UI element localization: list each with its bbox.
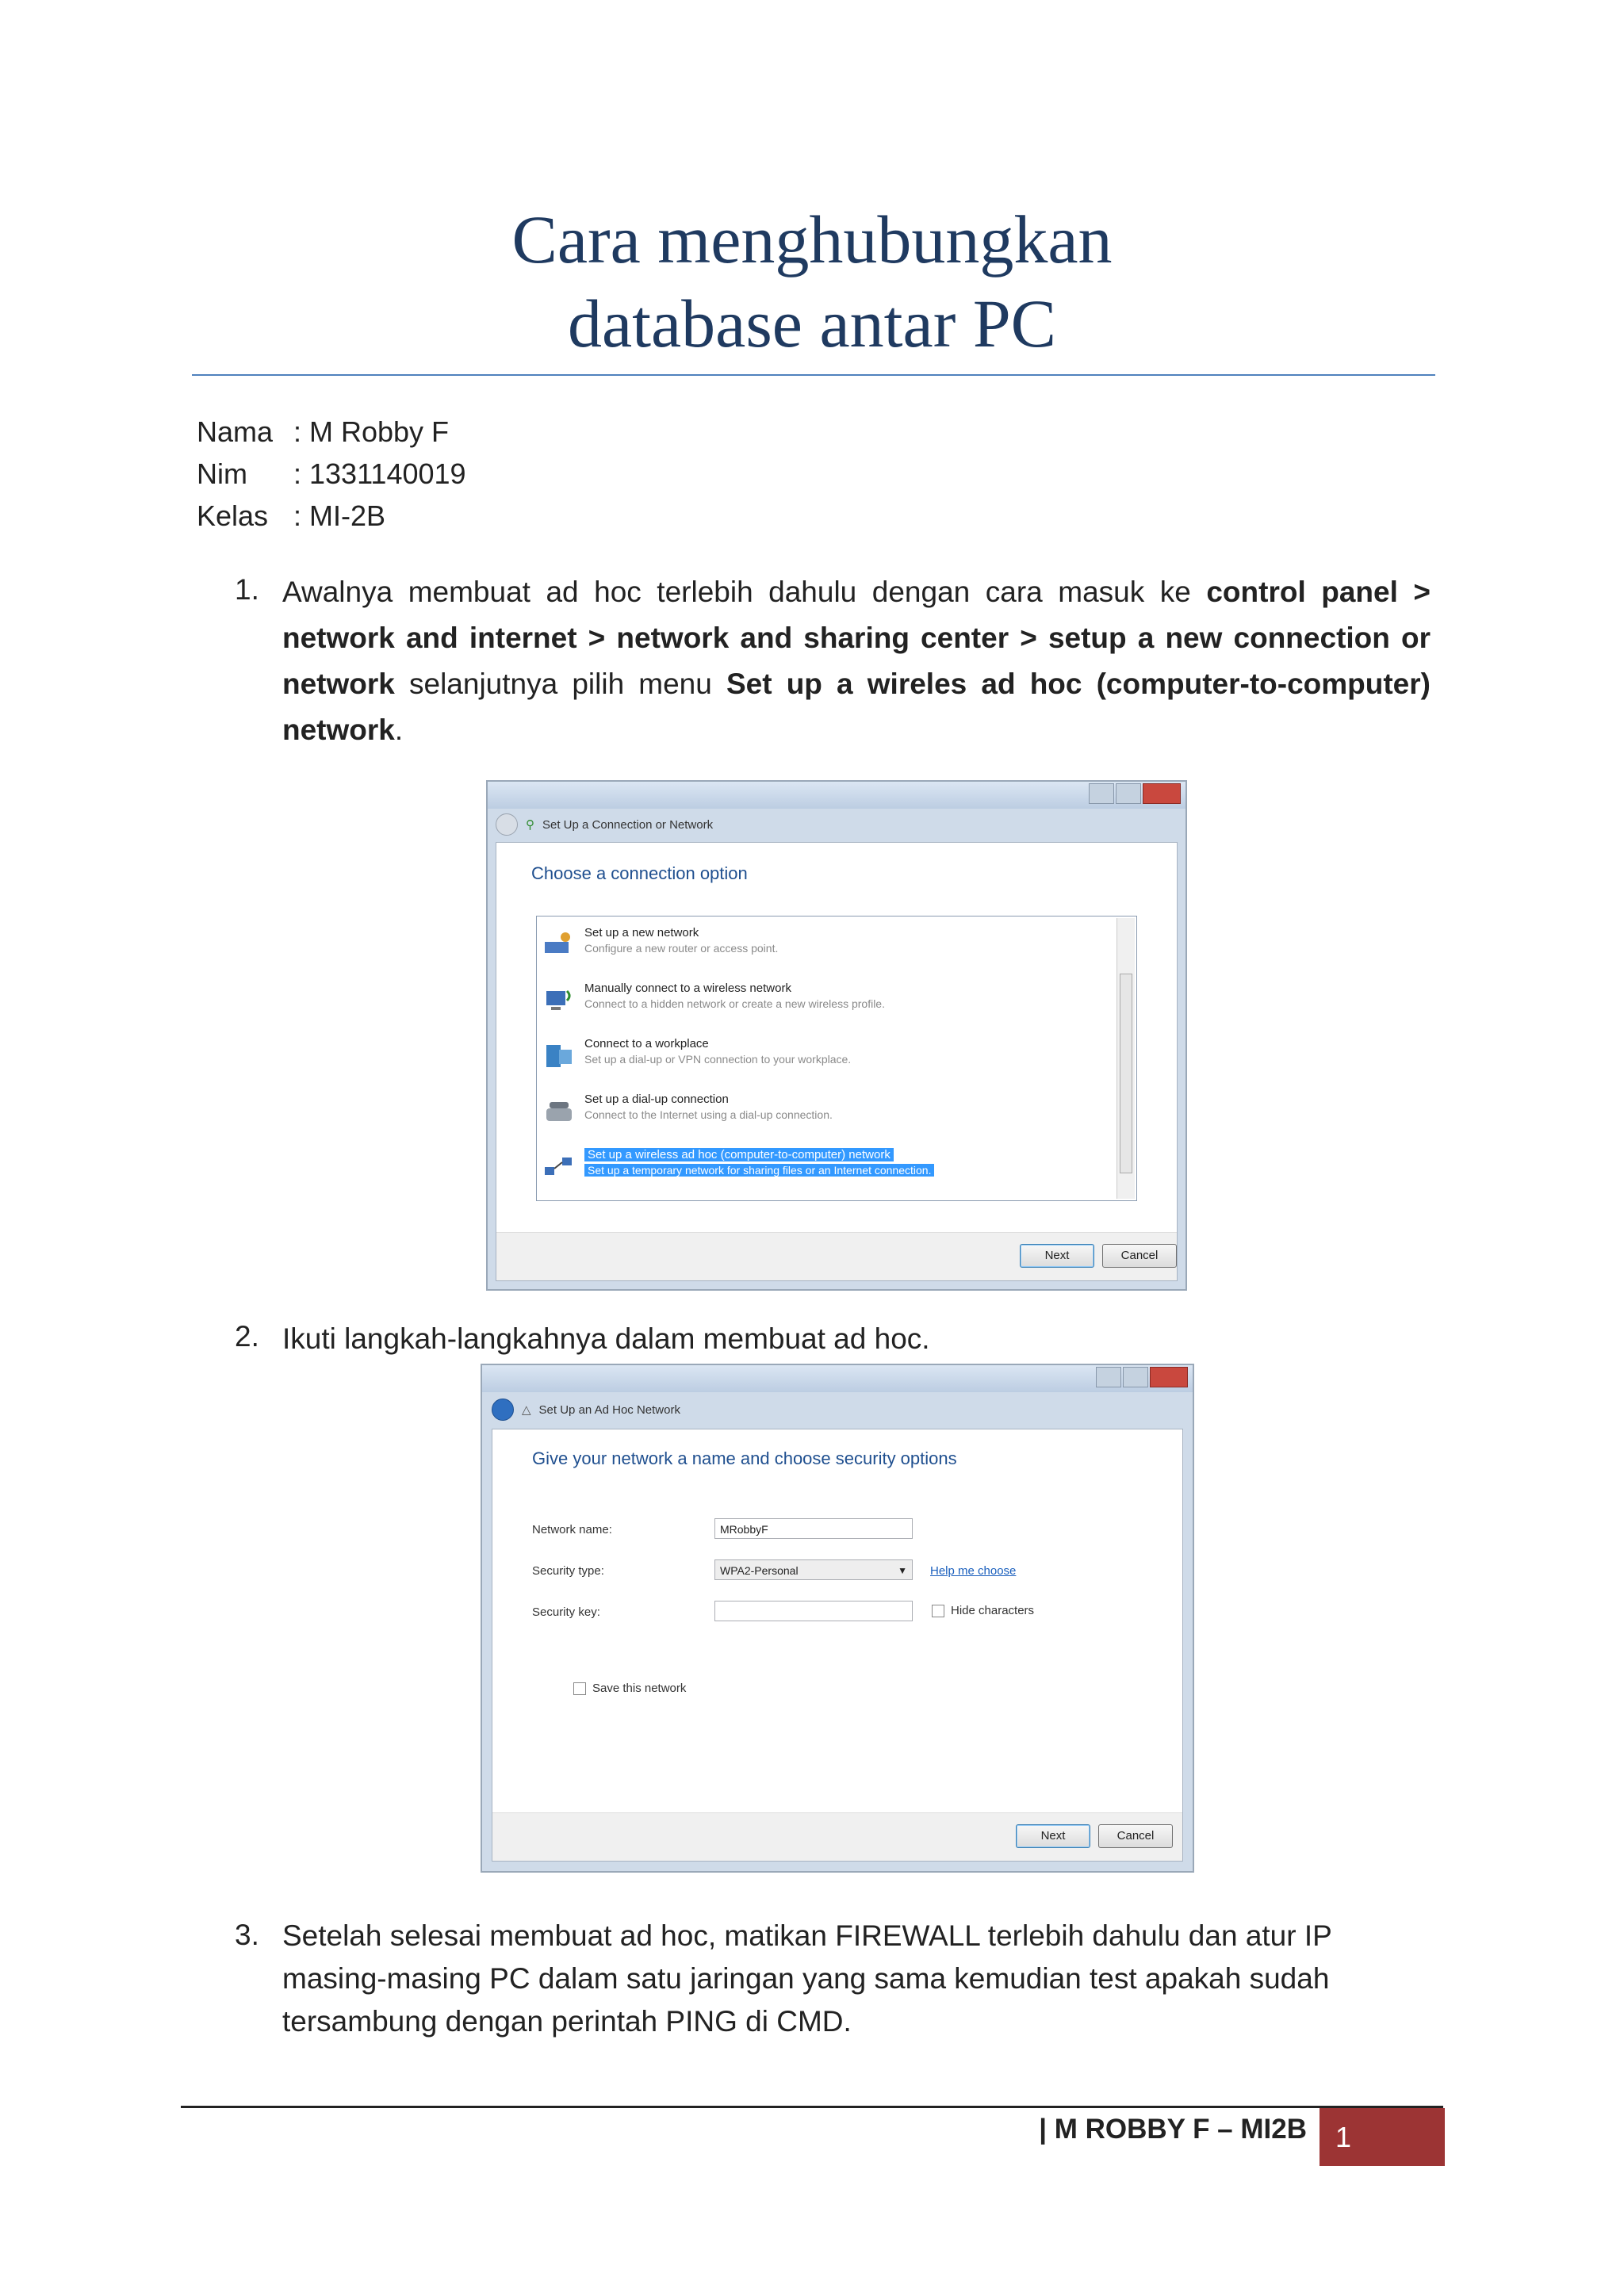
next-button[interactable]: Next [1016,1824,1090,1848]
footer-rule [181,2106,1443,2108]
wireless-computer-icon [543,986,575,1013]
adhoc-title-icon: △ [522,1403,531,1417]
info-kelas [197,499,385,533]
screenshot-adhoc-setup [481,1364,1194,1873]
info-label: Nama [197,415,274,448]
window-title: Set Up an Ad Hoc Network [538,1402,680,1417]
connection-option-list [536,916,1137,1201]
window-titlebar [488,782,1185,809]
help-me-choose-link[interactable]: Help me choose [930,1564,1017,1578]
page-number: 1 [1320,2108,1445,2166]
info-nim [197,457,466,491]
step-3-number: 3. [235,1919,259,1951]
step-2-number: 2. [235,1320,259,1353]
list-scrollbar[interactable] [1116,918,1135,1199]
network-name-input[interactable]: MRobbyF [714,1518,913,1539]
checkbox-box[interactable] [573,1682,586,1695]
document-title-line-2: database antar PC [567,285,1057,362]
security-key-input[interactable] [714,1601,913,1621]
router-icon [543,931,575,958]
window-footer [492,1812,1182,1861]
option-workplace[interactable]: Connect to a workplace Set up a dial-up or VPN connection to your workplace. [543,1032,1113,1078]
window-titlebar [482,1365,1193,1392]
hide-characters-checkbox[interactable]: Hide characters [932,1604,1034,1617]
info-value: : 1331140019 [293,457,466,490]
step-1-number: 1. [235,573,259,606]
maximize-button[interactable] [1116,783,1141,804]
window-heading: Give your network a name and choose security options [532,1448,957,1468]
option-adhoc[interactable]: Set up a wireless ad hoc (computer-to-computer) network Set up a temporary network for sharing files or an Internet connection. [543,1143,1113,1189]
checkbox-box[interactable] [932,1605,944,1617]
adhoc-network-icon [543,1153,575,1180]
minimize-button[interactable] [1096,1367,1121,1387]
cancel-button[interactable]: Cancel [1098,1824,1173,1848]
step-2-text: Ikuti langkah-langkahnya dalam membuat ad hoc. [282,1322,930,1355]
title-rule [192,374,1435,376]
footer-author: | M ROBBY F – MI2B [1039,2114,1307,2145]
back-arrow-icon[interactable] [496,813,518,836]
network-icon: ⚲ [526,818,534,832]
security-type-select[interactable]: WPA2-Personal ▼ [714,1559,913,1580]
option-manual-wireless[interactable]: Manually connect to a wireless network Connect to a hidden network or create a new wireless profile. [543,977,1113,1023]
chevron-down-icon: ▼ [898,1565,907,1576]
screenshot-connection-options [486,780,1187,1291]
document-title-line-1: Cara menghubungkan [511,201,1113,277]
step-3-text: Setelah selesai membuat ad hoc, matikan FIREWALL terlebih dahulu dan atur IP masing-masing PC dalam satu jaringan yang sama kemudian test apakah sudah tersambung dengan perintah PING di CMD. [282,1919,1332,2038]
info-label: Kelas [197,499,269,532]
workplace-icon [543,1042,575,1069]
info-value: : M Robby F [293,415,450,448]
info-nama [197,415,449,449]
scrollbar-thumb[interactable] [1120,974,1132,1173]
cancel-button[interactable]: Cancel [1102,1244,1177,1268]
close-button[interactable] [1150,1367,1188,1387]
info-value: : MI-2B [293,499,386,532]
option-new-network[interactable]: Set up a new network Configure a new router or access point. [543,921,1113,967]
window-content [492,1429,1183,1862]
window-footer [496,1232,1177,1280]
close-button[interactable] [1143,783,1181,804]
minimize-button[interactable] [1089,783,1114,804]
next-button[interactable]: Next [1020,1244,1094,1268]
maximize-button[interactable] [1123,1367,1148,1387]
back-arrow-icon[interactable] [492,1399,514,1421]
window-title: Set Up a Connection or Network [542,817,714,832]
step-1-text: Awalnya membuat ad hoc terlebih dahulu dengan cara masuk ke control panel > network and internet > network and sharing center > setup a new connection or network selanjutnya pilih menu Set up a wireles ad hoc (computer-to-computer) network. [282,576,1431,746]
info-label: Nim [197,457,247,490]
window-content [496,842,1178,1281]
option-dialup[interactable]: Set up a dial-up connection Connect to the Internet using a dial-up connection. [543,1088,1113,1134]
network-name-label: Network name: [532,1523,612,1536]
save-network-checkbox[interactable]: Save this network [573,1682,686,1695]
security-key-label: Security key: [532,1605,600,1619]
security-type-label: Security type: [532,1564,604,1578]
phone-icon [543,1097,575,1124]
window-heading: Choose a connection option [531,863,748,883]
